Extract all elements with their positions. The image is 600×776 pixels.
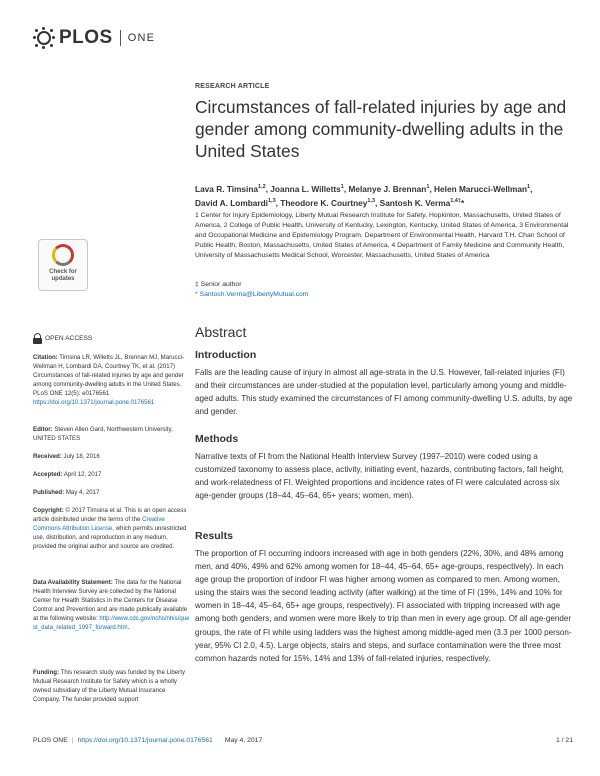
author-name[interactable]: , Joanna L. Willetts [265, 183, 341, 194]
footer-doi-link[interactable]: https://doi.org/10.1371/journal.pone.0176561 [77, 736, 213, 744]
publisher-name: PLOS [59, 27, 113, 48]
accepted-block [33, 470, 191, 479]
article-type: RESEARCH ARTICLE [195, 83, 270, 90]
author-separator: , [530, 183, 533, 194]
received-label: Received: [33, 453, 62, 460]
data-availability-block [33, 578, 191, 632]
funding-text: This research study was funded by the Liberty Mutual Research Institute for Safety which is a wholly owned subsidiary of the Liberty Mutual Insurance Company. The funder provided support [33, 669, 185, 703]
data-availability-text: The data for the National Health Interview Survey are collected by the National Center for Health Statistics in the Centers for Disease Control and Prevention and are made publically available at the following website: [33, 579, 188, 622]
page-number: 1 / 21 [555, 736, 573, 744]
accepted-date: April 12, 2017 [62, 471, 102, 478]
license-link[interactable]: Creative Commons Attribution License [33, 516, 165, 532]
citation-label: Citation: [33, 354, 58, 361]
author-name[interactable]: Lava R. Timsina [195, 183, 259, 194]
results-text: The proportion of FI occurring indoors increased with age in both genders (22%, 30%, and 48% among men, and 40%, 49% and 62% among women for 18–44, 45–64, 65+ age-groups, respectively). In each age group the proportion of indoor FI was higher among women as compared to men. Among women, using the stairs was the second leading activity (after walking) at the time of FI (19%, 14% and 10% for women in 18–44, 45–64, 65+ age groups, respectively). FI associated with tripping increased with age among both genders, and women were more likely to trip than men in every age group. Of all age-gender groups, the rate of FI while using ladders was the highest among middle-aged men (3.3 per 1000 person-year, 95% CI 2.0, 4.5). Large objects, stairs and steps, and surface contamination were the three most common hazards noted for 15%, 14% and 13% of fall-related injuries, respectively. [195, 549, 572, 663]
senior-author-note: ‡ Senior author [195, 281, 242, 288]
footer-separator: | [71, 736, 74, 744]
received-block [33, 452, 191, 461]
author-name[interactable]: , Melanye J. Brennan [343, 183, 427, 194]
author-name[interactable]: , Santosh K. Verma [375, 197, 451, 208]
editor-label: Editor: [33, 426, 53, 433]
data-availability-label: Data Availability Statement: [33, 579, 113, 586]
accepted-label: Accepted: [33, 471, 63, 478]
check-updates-icon [52, 244, 74, 266]
copyright-block [33, 506, 191, 551]
data-availability-end: . [127, 624, 130, 631]
received-date: July 18, 2016 [61, 453, 100, 460]
published-date: May 4, 2017 [64, 489, 100, 496]
article-title: Circumstances of fall-related injuries by age and gender among community-dwelling adults in the United States [195, 97, 567, 161]
page-footer [33, 733, 573, 747]
author-affil-sup: 1,2 [258, 184, 266, 190]
check-for-updates-badge[interactable] [38, 239, 88, 291]
introduction-heading: Introduction [195, 349, 257, 361]
author-affil-sup: 1 [527, 184, 531, 190]
open-access-text: OPEN ACCESS [45, 335, 93, 342]
corresponding-email-link[interactable]: * Santosh.Verma@LibertyMutual.com [195, 291, 309, 298]
author-name[interactable]: , Helen Marucci-Wellman [429, 183, 528, 194]
author-list [195, 181, 575, 209]
funding-label: Funding: [33, 669, 60, 676]
author-affil-sup: 1,3 [268, 197, 276, 204]
logo-divider [120, 30, 121, 46]
published-block [33, 488, 191, 497]
author-line-2 [195, 195, 575, 209]
citation-doi-link[interactable]: https://doi.org/10.1371/journal.pone.0176561 [33, 399, 155, 406]
open-access-label [33, 333, 92, 344]
published-label: Published: [33, 489, 65, 496]
methods-heading: Methods [195, 433, 239, 445]
copyright-text: © 2017 Timsina et al. This is an open access article distributed under the terms of the [33, 507, 187, 523]
author-affil-sup: 1 [340, 184, 344, 190]
citation-text: Timsina LR, Willetts JL, Brennan MJ, Marucci-Wellman H, Lombardi DA, Courtney TK, et al. (2017) Circumstances of fall-related injuries by age and gender among community-dwelling adults in the United States. PLoS ONE 12(5): e0176561 [33, 354, 185, 397]
copyright-label: Copyright: [33, 507, 64, 514]
methods-text: Narrative texts of FI from the National Health Interview Survey (1997–2010) were coded using a customized taxonomy to assess place, activity, initiating event, hazards, contributing factors, fall height, and work-relatedness of FI. Weighted proportions and incidence rates of FI were calculated across six age-gender groups (18–44, 45–64, 65+ years; women, men). [195, 452, 564, 501]
author-line-1 [195, 181, 575, 195]
copyright-text-end: , which permits unrestricted use, distribution, and reproduction in any medium, provided the original author and source are credited. [33, 525, 187, 550]
journal-name: ONE [127, 32, 156, 44]
introduction-text: Falls are the leading cause of injury in almost all age-strata in the U.S. However, fall-related injuries (FI) and their circumstances are under-studied at the population level, particularly among young and middle-aged adults. This study examined the circumstances of FI among community-dwelling U.S. adults, by age and gender. [195, 368, 573, 417]
plos-logo [33, 27, 155, 49]
author-affil-sup: 1,3 [367, 197, 376, 204]
check-updates-label: Check for updates [49, 269, 77, 282]
plos-logo-icon [33, 27, 55, 49]
open-lock-icon [33, 333, 42, 344]
data-website-link[interactable]: http://www.cdc.gov/nchs/nhis/quest_data_related_1997_forward.htm [33, 615, 190, 631]
affiliations: 1 Center for Injury Epidemiology, Liberty Mutual Research Institute for Safety, Hopkinton, Massachusetts, United States of America, 2 College of Public Health, University of Kentucky, Lexington, Kentucky, United States of America, 3 Environmental and Occupational Medicine and Epidemiology Program, Department of Environmental Health, Harvard T.H. Chan School of Public Health, Boston, Massachusetts, United States of America, 4 Department of Family Medicine and Community Health, University of Massachusetts Medical School, Worcester, Massachusetts, United States of America [195, 212, 569, 259]
corresponding-mark: * [460, 197, 465, 208]
author-affil-sup: 1 [426, 184, 430, 190]
author-name[interactable]: David A. Lombardi [195, 197, 268, 208]
footer-date: May 4, 2017 [224, 736, 263, 744]
citation-block [33, 353, 191, 407]
editor-block [33, 425, 191, 443]
funding-block [33, 668, 191, 704]
results-heading: Results [195, 530, 233, 542]
editor-text: Steven Allen Gard, Northwestern University, UNITED STATES [33, 426, 173, 442]
author-name[interactable]: , Theodore K. Courtney [275, 197, 368, 208]
abstract-heading: Abstract [195, 324, 247, 340]
footer-journal: PLOS ONE [33, 736, 68, 744]
author-affil-sup: 1,4‡ [450, 197, 461, 204]
